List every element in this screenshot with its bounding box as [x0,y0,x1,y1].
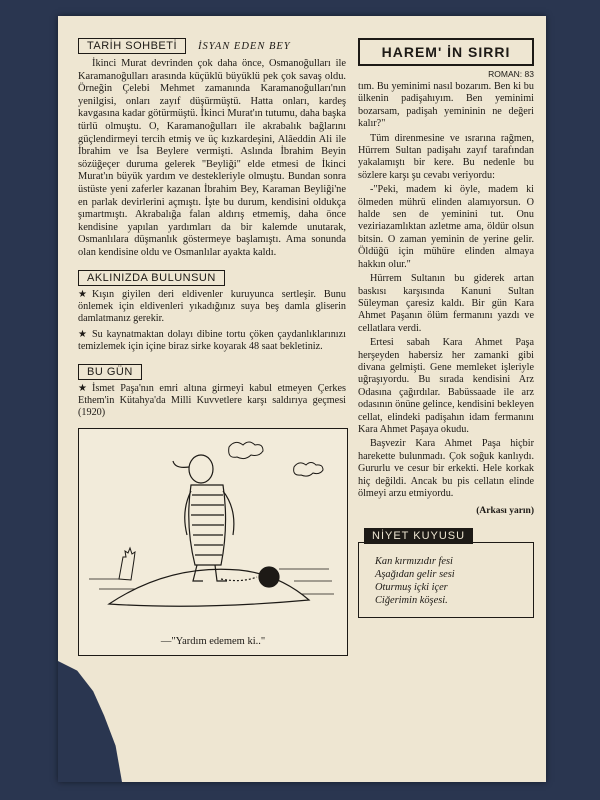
left-column [78,38,346,656]
serial-paragraph: Tüm direnmesine ve ısrarına rağmen, Hürrem Sultan padişahı zayıf tarafından yakalamıştı bir kere. Bu nedenle bu sözlere karşı şu cevabı veriyordu: [358,132,534,181]
cartoon-caption: —"Yardım edemem ki.." [160,635,266,647]
section-label-today: BU GÜN [78,364,142,380]
tip-item [78,289,346,326]
today-section [78,362,346,420]
newspaper-clipping [58,16,546,782]
niyet-section [358,526,534,618]
star-icon: ★ [78,328,88,340]
section-label-tips: AKLINIZDA BULUNSUN [78,270,225,286]
tip-item [78,329,346,354]
star-icon: ★ [78,382,88,394]
tip-text: Su kaynatmaktan dolayı dibine tortu çöken çaydanlıklarınızı temizlemek için içine biraz sirke koyarak 48 saat bekletiniz. [78,328,346,353]
today-text: İsmet Paşa'nın emri altına girmeyi kabul etmeyen Çerkes Ethem'in Kütahya'da Milli Kuvvetlere karşı saldırıya geçmesi (1920) [78,382,346,419]
serial-paragraph: Ertesi sabah Kara Ahmet Paşa herşeyden habersiz her zamanki gibi divana gelmişti. Gene memleket işleriyle uğraşıyordu. Bu sırada kendisini Arz Odasına çağırdılar. Babüssaade ile arz odasının önüne gelince, kendisini bekleyen cellat, elindeki padişahın idam fermanını Kara Ahmet Paşaya okudu. [358,337,534,435]
today-item [78,383,346,420]
poem-line: Ciğerimin köşesi. [375,595,448,607]
serial-title: HAREM' İN SIRRI [358,38,534,66]
roman-number: ROMAN: 83 [488,69,534,79]
serial-paragraph: Hürrem Sultanın bu giderek artan baskısı karşısında Kanuni Sultan Süleyman çaresiz kaldı. Bir gün Kara Ahmet Paşanın ölüm fermanını yazdı ve cellatlara verdi. [358,273,534,334]
continued-note: (Arkası yarın) [476,506,534,517]
right-column [358,38,534,618]
star-icon: ★ [78,288,88,300]
tip-text: Kışın giyilen deri eldivenler kuruyunca sertleşir. Bunu önlemek için eldivenleri yıkadığınız suya beş damla gliserin damlatmanız gerekir. [78,288,346,325]
poem-line: Aşağıdan gelir sesi [375,569,455,581]
cartoon-drawing [79,429,347,629]
niyet-box [358,542,534,618]
poem-line: Kan kırmızıdır fesi [375,556,453,568]
cartoon-panel [78,428,348,656]
niyet-label: NİYET KUYUSU [364,528,473,544]
article-body: İkinci Murat devrinden çok daha önce, Osmanoğulları ile Karamanoğulları arasında küçüklü büyüklü pek çok savaş oldu. Örneğin Çelebi Mehmet zamanında Karamanoğulları'nın yenilgisi, onları zayıf düşürmüştü. Hatta onları, kardeş kavgasına kadar götürmüştü. İkinci Murat'ın tutumu, daha başka türlü olmuştu. O, Karamanoğulları ile akrabalık bağlarını güçlendirmeyi tercih etmiş ve üç kızkardeşini, Alâeddin Ali ile İbrahim ve İsa Beylere vermişti. Aslında İbrahim Beyin sözüğeçer duruma gelerek "Beyliği" elde etmesi de İkinci Murat'ın büyük yardım ve destekleriyle olmuştu. Bundan sonra üstüste yeni zaferler kazanan İbrahim Bey, Karaman Beyliği'ne en parlak devirlerini açmıştı. İşte bu durum, kendisini oldukça şımartmıştı. Akrabalığa falan aldırış etmemiş, daha önce kendisine yapılan yardımları da bir kalemde unutarak, Osmanlılara düşmanlık göstermeye başlamıştı. Ama sonunda olan kendisine oldu ve Osmanlılar ayakta kaldı. [78,58,346,258]
torn-corner [58,661,122,782]
poem-line: Oturmuş içki içer [375,582,448,594]
serial-paragraph: tım. Bu yeminimi nasıl bozarım. Ben ki bu ülkenin padişahıyım. Ben yeminimi bozarsam, padişah yemininin ne değeri kalır?" [358,81,534,130]
serial-paragraph: -"Peki, madem ki öyle, madem ki ölmeden mührü elinden alamıyorsun. O halde sen de yeminini tut. Onu veziriazamlıktan azletme ama, öldür olsun bitsin. O zaman yeminin de yerine gelir. Öldüğü için mühüre elinden almaya hakkın olur." [358,184,534,270]
article-header [78,38,346,54]
section-label-tarih: TARİH SOHBETİ [78,38,186,54]
article-title: İSYAN EDEN BEY [198,40,291,52]
tips-section [78,268,346,354]
serial-paragraph: Başvezir Kara Ahmet Paşa hiçbir harekette bulunmadı. Çok soğuk kanlıydı. Gururlu ve cesur bir erkekti. Hele korkak hiç değildi. Ancak bu pis cellatın elinde ölmeyi arzu etmiyordu. [358,438,534,499]
